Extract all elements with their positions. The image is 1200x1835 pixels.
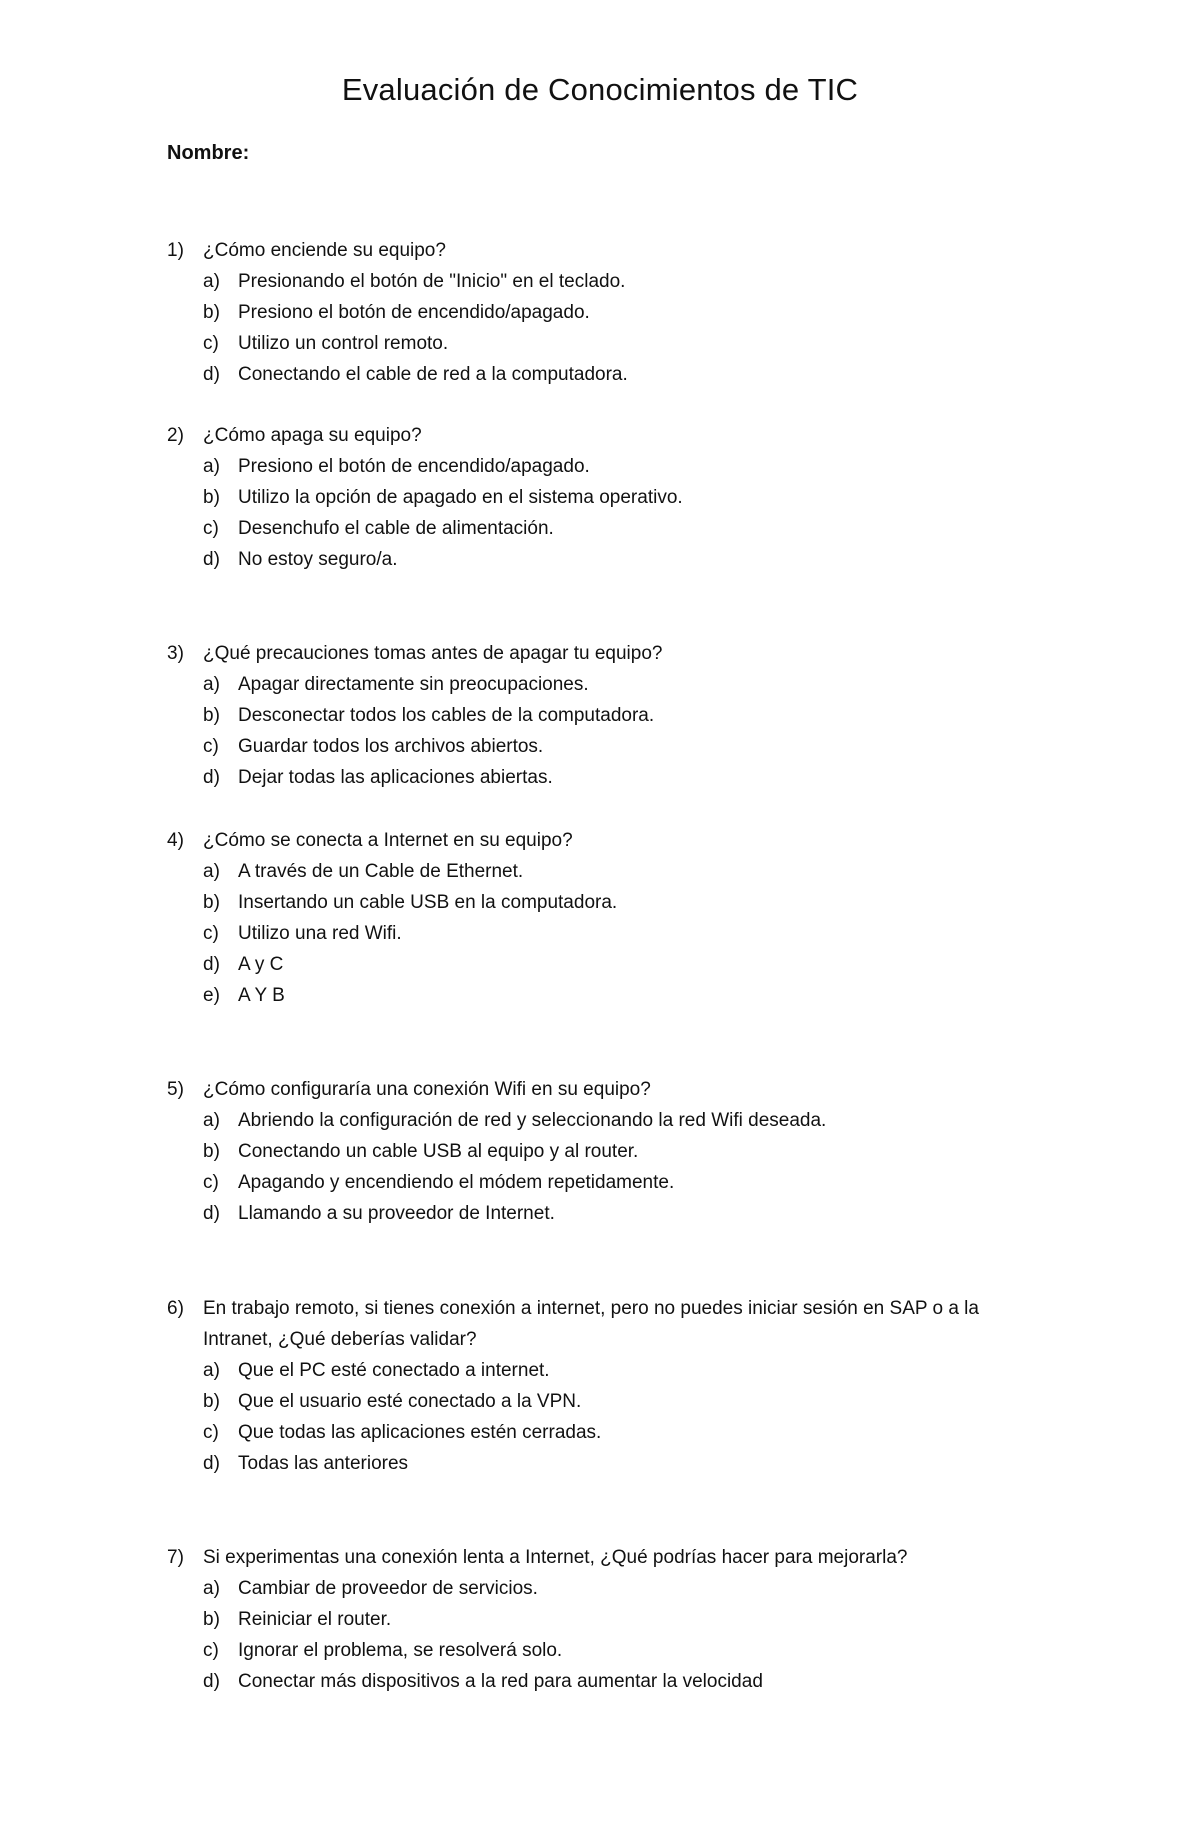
option-item xyxy=(203,266,1047,297)
question-block xyxy=(167,638,1047,793)
options-list xyxy=(167,856,1047,1011)
option-item xyxy=(203,918,1047,949)
option-text: Que el usuario esté conectado a la VPN. xyxy=(238,1391,582,1412)
option-letter: a) xyxy=(203,674,220,695)
option-text: Apagar directamente sin preocupaciones. xyxy=(238,674,589,695)
option-item xyxy=(203,1355,1047,1386)
option-letter: d) xyxy=(203,364,220,385)
option-letter: b) xyxy=(203,1141,220,1162)
question-number: 1) xyxy=(167,240,184,261)
option-text: Conectando un cable USB al equipo y al router. xyxy=(238,1141,639,1162)
option-text: Presiono el botón de encendido/apagado. xyxy=(238,302,590,323)
option-item xyxy=(203,1105,1047,1136)
question-number: 5) xyxy=(167,1079,184,1100)
option-letter: a) xyxy=(203,456,220,477)
option-text: A través de un Cable de Ethernet. xyxy=(238,861,524,882)
question-text: ¿Cómo apaga su equipo? xyxy=(203,425,422,446)
option-letter: e) xyxy=(203,985,220,1006)
name-label: Nombre: xyxy=(167,142,250,164)
option-letter: c) xyxy=(203,333,219,354)
option-text: Cambiar de proveedor de servicios. xyxy=(238,1578,538,1599)
option-text: Desenchufo el cable de alimentación. xyxy=(238,518,554,539)
option-item xyxy=(203,1573,1047,1604)
question-row xyxy=(167,1074,1047,1105)
option-item xyxy=(203,1417,1047,1448)
option-text: Guardar todos los archivos abiertos. xyxy=(238,736,544,757)
option-text: Desconectar todos los cables de la computadora. xyxy=(238,705,655,726)
option-letter: d) xyxy=(203,1203,220,1224)
option-text: Conectando el cable de red a la computadora. xyxy=(238,364,628,385)
question-number: 7) xyxy=(167,1547,184,1568)
option-text: Utilizo una red Wifi. xyxy=(238,923,402,944)
question-text: ¿Cómo se conecta a Internet en su equipo? xyxy=(203,830,573,851)
question-number: 4) xyxy=(167,830,184,851)
question-row xyxy=(167,1293,1047,1355)
option-text: Conectar más dispositivos a la red para aumentar la velocidad xyxy=(238,1671,763,1692)
option-item xyxy=(203,451,1047,482)
question-block xyxy=(167,235,1047,390)
question-row xyxy=(167,235,1047,266)
option-text: No estoy seguro/a. xyxy=(238,549,398,570)
option-letter: c) xyxy=(203,518,219,539)
option-letter: d) xyxy=(203,767,220,788)
question-text: En trabajo remoto, si tienes conexión a internet, pero no puedes iniciar sesión en SAP o a la Intranet, ¿Qué deberías validar? xyxy=(203,1298,979,1350)
option-text: Llamando a su proveedor de Internet. xyxy=(238,1203,555,1224)
question-text: ¿Cómo enciende su equipo? xyxy=(203,240,446,261)
question-number: 3) xyxy=(167,643,184,664)
option-letter: b) xyxy=(203,1609,220,1630)
question-block xyxy=(167,1542,1047,1697)
option-letter: b) xyxy=(203,1391,220,1412)
option-letter: b) xyxy=(203,705,220,726)
option-letter: d) xyxy=(203,1453,220,1474)
option-item xyxy=(203,700,1047,731)
option-item xyxy=(203,1167,1047,1198)
option-item xyxy=(203,297,1047,328)
option-letter: c) xyxy=(203,736,219,757)
option-item xyxy=(203,887,1047,918)
option-item xyxy=(203,544,1047,575)
options-list xyxy=(167,669,1047,793)
option-item xyxy=(203,856,1047,887)
option-letter: c) xyxy=(203,1422,219,1443)
option-text: Que todas las aplicaciones estén cerradas. xyxy=(238,1422,602,1443)
options-list xyxy=(167,451,1047,575)
option-item xyxy=(203,1666,1047,1697)
option-text: Presionando el botón de "Inicio" en el teclado. xyxy=(238,271,626,292)
option-letter: a) xyxy=(203,1360,220,1381)
option-text: Insertando un cable USB en la computadora. xyxy=(238,892,618,913)
option-text: A y C xyxy=(238,954,284,975)
option-letter: d) xyxy=(203,1671,220,1692)
option-letter: b) xyxy=(203,487,220,508)
option-letter: c) xyxy=(203,923,219,944)
question-number: 6) xyxy=(167,1298,184,1319)
option-text: Dejar todas las aplicaciones abiertas. xyxy=(238,767,553,788)
option-text: Apagando y encendiendo el módem repetidamente. xyxy=(238,1172,675,1193)
question-block xyxy=(167,1293,1047,1479)
option-letter: a) xyxy=(203,1578,220,1599)
option-item xyxy=(203,1386,1047,1417)
option-letter: b) xyxy=(203,302,220,323)
options-list xyxy=(167,266,1047,390)
option-text: Todas las anteriores xyxy=(238,1453,409,1474)
options-list xyxy=(167,1355,1047,1479)
question-number: 2) xyxy=(167,425,184,446)
option-letter: b) xyxy=(203,892,220,913)
option-item xyxy=(203,762,1047,793)
option-item xyxy=(203,731,1047,762)
document-title: Evaluación de Conocimientos de TIC xyxy=(341,72,859,107)
options-list xyxy=(167,1105,1047,1229)
option-item xyxy=(203,1604,1047,1635)
option-text: Presiono el botón de encendido/apagado. xyxy=(238,456,590,477)
question-text: ¿Qué precauciones tomas antes de apagar tu equipo? xyxy=(203,643,663,664)
option-item xyxy=(203,980,1047,1011)
question-row xyxy=(167,825,1047,856)
question-block xyxy=(167,825,1047,1011)
option-letter: a) xyxy=(203,271,220,292)
option-item xyxy=(203,1635,1047,1666)
option-item xyxy=(203,328,1047,359)
question-text: Si experimentas una conexión lenta a Internet, ¿Qué podrías hacer para mejorarla? xyxy=(203,1547,908,1568)
option-item xyxy=(203,1136,1047,1167)
options-list xyxy=(167,1573,1047,1697)
question-row xyxy=(167,638,1047,669)
option-item xyxy=(203,669,1047,700)
question-text: ¿Cómo configuraría una conexión Wifi en su equipo? xyxy=(203,1079,651,1100)
option-text: Reiniciar el router. xyxy=(238,1609,392,1630)
option-letter: c) xyxy=(203,1172,219,1193)
option-item xyxy=(203,359,1047,390)
option-item xyxy=(203,1198,1047,1229)
option-letter: a) xyxy=(203,861,220,882)
question-row xyxy=(167,420,1047,451)
option-item xyxy=(203,513,1047,544)
option-text: Ignorar el problema, se resolverá solo. xyxy=(238,1640,563,1661)
question-block xyxy=(167,1074,1047,1229)
question-row xyxy=(167,1542,1047,1573)
option-item xyxy=(203,1448,1047,1479)
option-letter: c) xyxy=(203,1640,219,1661)
option-text: Utilizo la opción de apagado en el sistema operativo. xyxy=(238,487,683,508)
option-text: A Y B xyxy=(238,985,285,1006)
option-letter: d) xyxy=(203,954,220,975)
option-letter: a) xyxy=(203,1110,220,1131)
question-block xyxy=(167,420,1047,575)
option-text: Que el PC esté conectado a internet. xyxy=(238,1360,550,1381)
option-text: Utilizo un control remoto. xyxy=(238,333,449,354)
option-item xyxy=(203,482,1047,513)
option-item xyxy=(203,949,1047,980)
option-letter: d) xyxy=(203,549,220,570)
option-text: Abriendo la configuración de red y seleccionando la red Wifi deseada. xyxy=(238,1110,827,1131)
